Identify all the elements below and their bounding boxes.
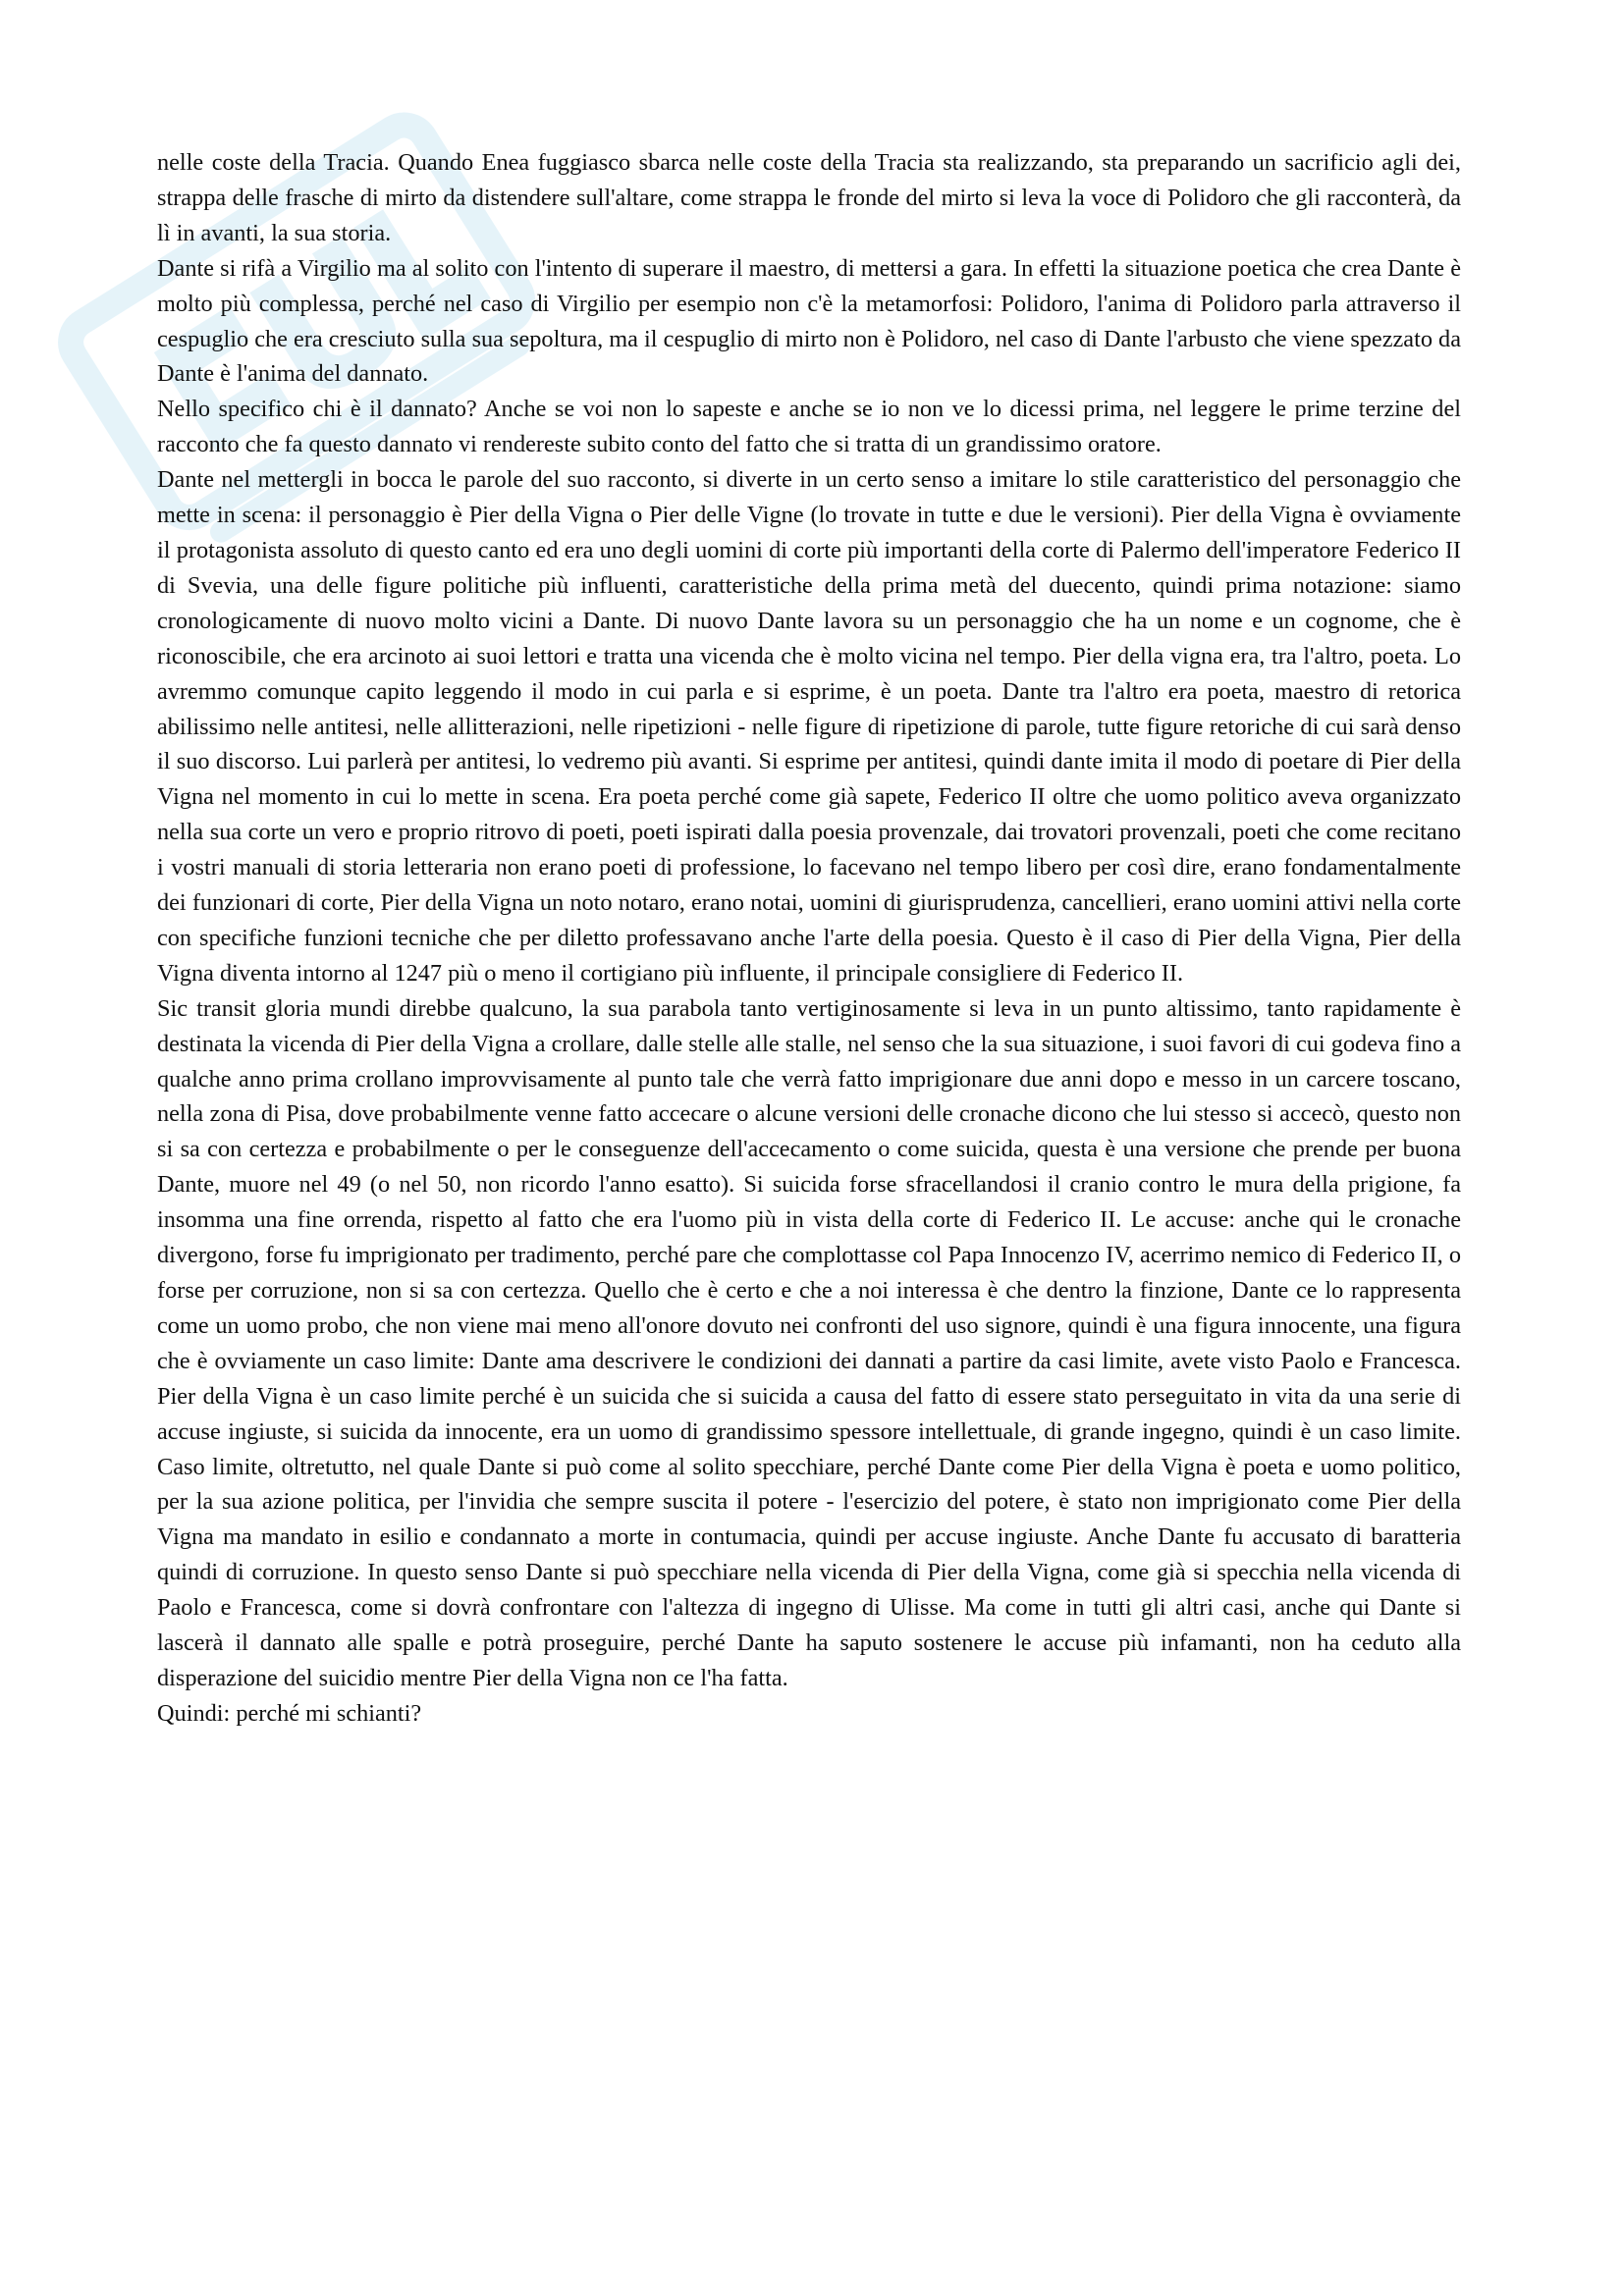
paragraph: Quindi: perché mi schianti? bbox=[157, 1699, 422, 1727]
paragraph: Nello specifico chi è il dannato? Anche se voi non lo sapeste e anche se io non ve lo dicessi prima, nel leggere le prime terzine del racconto che fa questo dannato vi rendereste subito conto del fatto che si tratta di un grandissimo oratore. bbox=[157, 396, 1461, 458]
document-body bbox=[157, 145, 1461, 1732]
paragraph: Dante si rifà a Virgilio ma al solito con l'intento di superare il maestro, di mettersi a gara. In effetti la situazione poetica che crea Dante è molto più complessa, perché nel caso di Virgilio per esempio non c'è la metamorfosi: Polidoro, l'anima di Polidoro parla attraverso il cespuglio che era cresciuto sulla sua sepoltura, ma il cespuglio di mirto non è Polidoro, nel caso di Dante l'arbusto che viene spezzato da Dante è l'anima del dannato. bbox=[157, 254, 1461, 388]
paragraph: Sic transit gloria mundi direbbe qualcuno, la sua parabola tanto vertiginosamente si leva in un punto altissimo, tanto rapidamente è destinata la vicenda di Pier della Vigna a crollare, dalle stelle alle stalle, nel senso che la sua situazione, i suoi favori di cui godeva fino a qualche anno prima crollano improvvisamente al punto tale che verrà fatto imprigionare due anni dopo e messo in un carcere toscano, nella zona di Pisa, dove probabilmente venne fatto accecare o alcune versioni delle cronache dicono che lui stesso si accecò, questo non si sa con certezza e probabilmente o per le conseguenze dell'accecamento o come suicida, questa è una versione che prende per buona Dante, muore nel 49 (o nel 50, non ricordo l'anno esatto). Si suicida forse sfracellandosi il cranio contro le mura della prigione, fa insomma una fine orrenda, rispetto al fatto che era l'uomo più in vista della corte di Federico II. Le accuse: anche qui le cronache divergono, forse fu imprigionato per tradimento, perché pare che complottasse col Papa Innocenzo IV, acerrimo nemico di Federico II, o forse per corruzione, non si sa con certezza. Quello che è certo e che a noi interessa è che dentro la finzione, Dante ce lo rappresenta come un uomo probo, che non viene mai meno all'onore dovuto nei confronti del uso signore, quindi è una figura innocente, una figura che è ovviamente un caso limite: Dante ama descrivere le condizioni dei dannati a partire da casi limite, avete visto Paolo e Francesca. Pier della Vigna è un caso limite perché è un suicida che si suicida a causa del fatto di essere stato perseguitato in vita da una serie di accuse ingiuste, si suicida da innocente, era un uomo di grandissimo spessore intellettuale, di grande ingegno, quindi è un caso limite. Caso limite, oltretutto, nel quale Dante si può come al solito specchiare, perché Dante come Pier della Vigna è poeta e uomo politico, per la sua azione politica, per l'invidia che sempre suscita il potere - l'esercizio del potere, è stato non imprigionato come Pier della Vigna ma mandato in esilio e condannato a morte in contumacia, quindi per accuse ingiuste. Anche Dante fu accusato di baratteria quindi di corruzione. In questo senso Dante si può specchiare nella vicenda di Pier della Vigna, come già si specchia nella vicenda di Paolo e Francesca, come si dovrà confrontare con l'altezza di ingegno di Ulisse. Ma come in tutti gli altri casi, anche qui Dante si lascerà il dannato alle spalle e potrà proseguire, perché Dante ha saputo sostenere le accuse più infamanti, non ha ceduto alla disperazione del suicidio mentre Pier della Vigna non ce l'ha fatta. bbox=[157, 994, 1461, 1691]
paragraph: Dante nel mettergli in bocca le parole del suo racconto, si diverte in un certo senso a imitare lo stile caratteristico del personaggio che mette in scena: il personaggio è Pier della Vigna o Pier delle Vigne (lo trovate in tutte e due le versioni). Pier della Vigna è ovviamente il protagonista assoluto di questo canto ed era uno degli uomini di corte più importanti della corte di Palermo dell'imperatore Federico II di Svevia, una delle figure politiche più influenti, caratteristiche della prima metà del duecento, quindi prima notazione: siamo cronologicamente di nuovo molto vicini a Dante. Di nuovo Dante lavora su un personaggio che ha un nome e un cognome, che è riconoscibile, che era arcinoto ai suoi lettori e tratta una vicenda che è molto vicina nel tempo. Pier della vigna era, tra l'altro, poeta. Lo avremmo comunque capito leggendo il modo in cui parla e si esprime, è un poeta. Dante tra l'altro era poeta, maestro di retorica abilissimo nelle antitesi, nelle allitterazioni, nelle ripetizioni - nelle figure di ripetizione di parole, tutte figure retoriche di cui sarà denso il suo discorso. Lui parlerà per antitesi, lo vedremo più avanti. Si esprime per antitesi, quindi dante imita il modo di poetare di Pier della Vigna nel momento in cui lo mette in scena. Era poeta perché come già sapete, Federico II oltre che uomo politico aveva organizzato nella sua corte un vero e proprio ritrovo di poeti, poeti ispirati dalla poesia provenzale, dai trovatori provenzali, poeti che come recitano i vostri manuali di storia letteraria non erano poeti di professione, lo facevano nel tempo libero per così dire, erano fondamentalmente dei funzionari di corte, Pier della Vigna un noto notaro, erano notai, uomini di giurisprudenza, cancellieri, erano uomini attivi nella corte con specifiche funzioni tecniche che per diletto professavano anche l'arte della poesia. Questo è il caso di Pier della Vigna, Pier della Vigna diventa intorno al 1247 più o meno il cortigiano più influente, il principale consigliere di Federico II. bbox=[157, 466, 1461, 987]
paragraph: nelle coste della Tracia. Quando Enea fuggiasco sbarca nelle coste della Tracia sta realizzando, sta preparando un sacrificio agli dei, strappa delle frasche di mirto da distendere sull'altare, come strappa le fronde del mirto si leva la voce di Polidoro che gli racconterà, da lì in avanti, la sua storia. bbox=[157, 149, 1461, 246]
